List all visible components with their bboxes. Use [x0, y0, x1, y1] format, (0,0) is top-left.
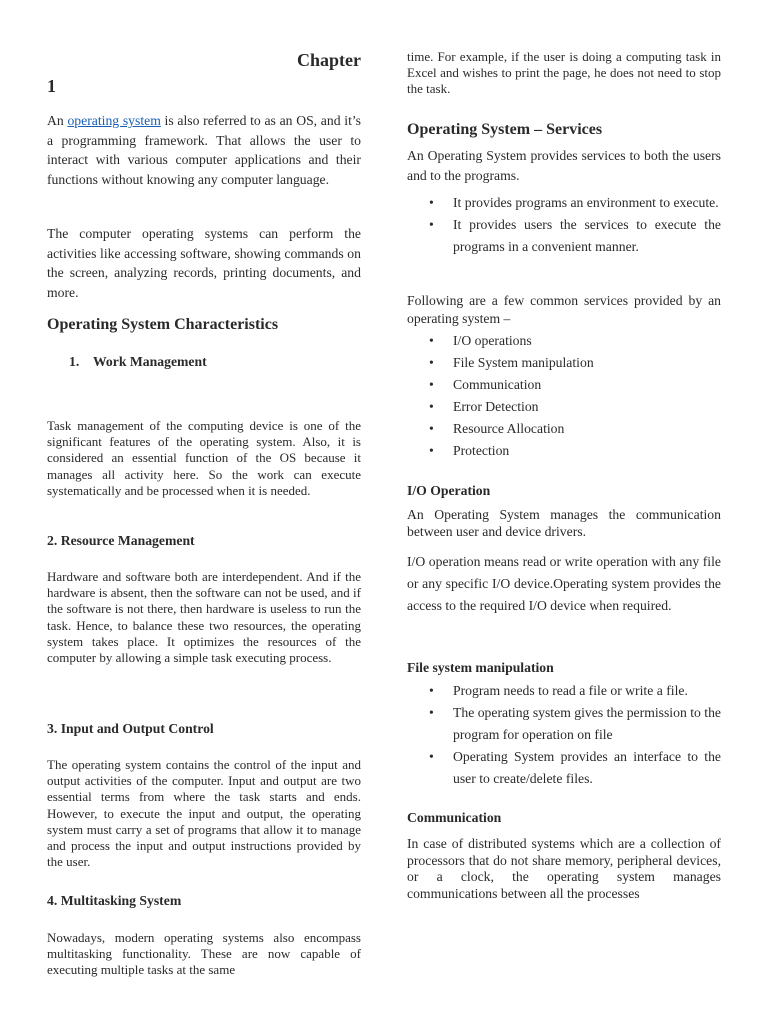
io-control-heading: 3. Input and Output Control: [47, 721, 214, 736]
list-number: 1.: [69, 354, 80, 369]
list-item: • I/O operations: [407, 330, 721, 352]
bullet-icon: •: [429, 683, 434, 698]
intro-paragraph: [47, 111, 361, 189]
bullet-icon: •: [429, 217, 434, 232]
continuation-paragraph: time. For example, if the user is doing a computing task in Excel and wishes to print the page, he does not need to stop the task.: [407, 49, 721, 97]
resource-management-text: Hardware and software both are interdependent. And if the hardware is absent, then the software can not be used, and if the software is not there, then hardware is useless to run the task. Hence, to balance these two resources, the operating system takes place. It optimizes the resources of the computer by allowing a simple task executing process.: [47, 569, 361, 666]
list-item: • It provides users the services to execute the programs in a convenient manner.: [407, 214, 721, 258]
os-capabilities-paragraph: The computer operating systems can perform the activities like accessing software, showing commands on the screen, analyzing records, printing documents, and more.: [47, 226, 361, 300]
bullet-icon: •: [429, 749, 434, 764]
list-item: • It provides programs an environment to execute.: [407, 192, 721, 214]
services-bullet-list: [407, 192, 721, 258]
list-item: • Error Detection: [407, 396, 721, 418]
list-item: • Resource Allocation: [407, 418, 721, 440]
bullet-icon: •: [429, 399, 434, 414]
communication-heading: Communication: [407, 810, 502, 825]
multitasking-heading: 4. Multitasking System: [47, 893, 182, 908]
bullet-icon: •: [429, 195, 434, 210]
io-operation-text-2: I/O operation means read or write operation with any file or any specific I/O device.Operating system provides the access to the required I/O device when required.: [407, 554, 721, 613]
chapter-title: [47, 47, 361, 99]
bullet-icon: •: [429, 355, 434, 370]
list-item: • File System manipulation: [407, 352, 721, 374]
work-management-heading: [47, 353, 361, 371]
intro-prefix: An: [47, 113, 68, 128]
file-system-heading: File system manipulation: [407, 660, 554, 675]
bullet-icon: •: [429, 443, 434, 458]
file-system-bullet-list: [407, 680, 721, 790]
services-intro: An Operating System provides services to both the users and to the programs.: [407, 148, 721, 183]
resource-management-heading: 2. Resource Management: [47, 533, 195, 548]
io-operation-heading: I/O Operation: [407, 483, 491, 498]
operating-system-link[interactable]: operating system: [67, 113, 161, 128]
work-management-label: Work Management: [93, 354, 207, 369]
list-item: • Communication: [407, 374, 721, 396]
characteristics-list: [47, 353, 361, 371]
list-item: • Operating System provides an interface to the user to create/delete files.: [407, 746, 721, 790]
common-services-list: [407, 330, 721, 462]
list-item: • Program needs to read a file or write a file.: [407, 680, 721, 702]
intro-rest: is also referred to as an OS, and it’s a programming framework. That allows the user to interact with various computer applications and their functions without knowing any computer language.: [47, 113, 361, 187]
list-item: • The operating system gives the permission to the program for operation on file: [407, 702, 721, 746]
common-services-intro: Following are a few common services provided by an operating system –: [407, 293, 721, 326]
multitasking-text: Nowadays, modern operating systems also encompass multitasking functionality. These are now capable of executing multiple tasks at the same: [47, 930, 361, 978]
bullet-icon: •: [429, 377, 434, 392]
communication-text: In case of distributed systems which are a collection of processors that do not share memory, peripheral devices, or a clock, the operating system manages communications between all the processes: [407, 836, 721, 901]
io-control-text: The operating system contains the control of the input and output activities of the computer. Input and output are two essential terms from where the task starts and ends. However, to execute the input and output, the operating system must carry a set of programs that allow it to manage and process the input and output instructions provided by the user.: [47, 757, 361, 870]
characteristics-heading: Operating System Characteristics: [47, 316, 279, 333]
services-heading: Operating System – Services: [407, 121, 603, 138]
work-management-text: Task management of the computing device is one of the significant features of the operating system. Also, it is considered an essential function of the OS because it manages all activity here. So the work can execute systematically and be processed when it is needed.: [47, 418, 361, 498]
bullet-icon: •: [429, 421, 434, 436]
chapter-word: Chapter: [297, 50, 361, 70]
bullet-icon: •: [429, 333, 434, 348]
list-item: • Protection: [407, 440, 721, 462]
bullet-icon: •: [429, 705, 434, 720]
chapter-number: 1: [47, 76, 56, 96]
io-operation-text-1: An Operating System manages the communication between user and device drivers.: [407, 507, 721, 539]
